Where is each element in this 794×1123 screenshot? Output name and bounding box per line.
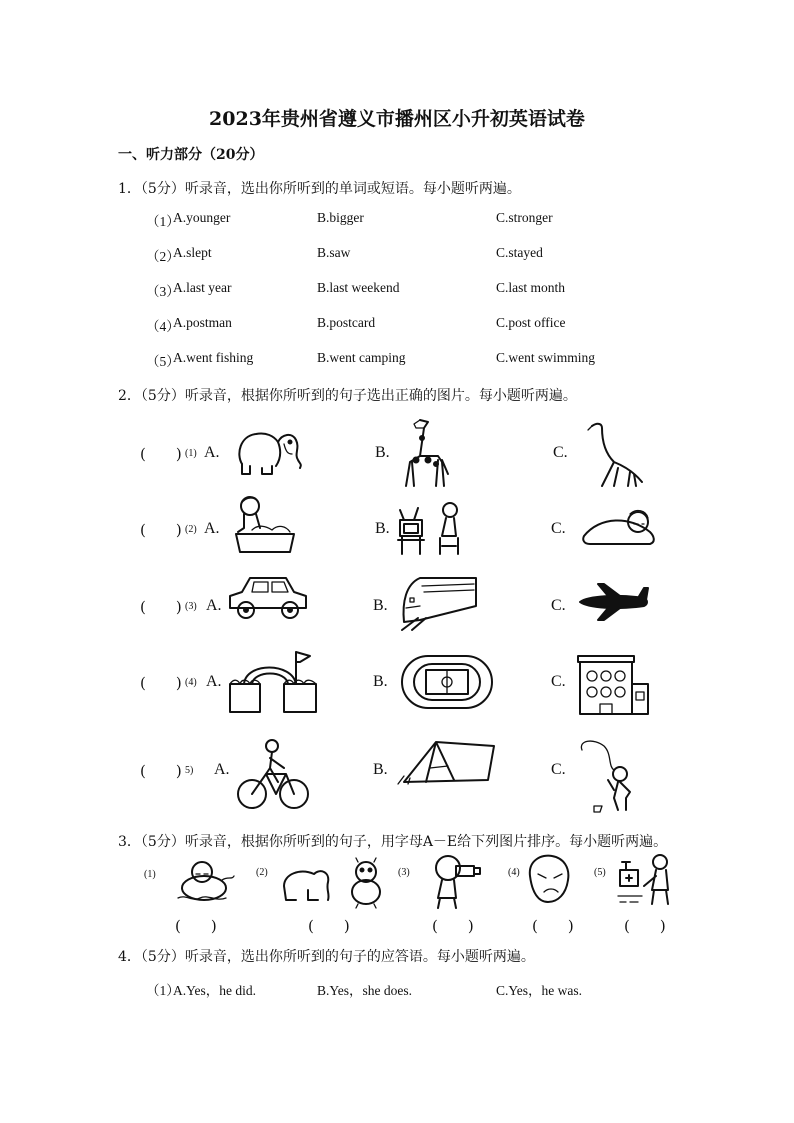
elephant-and-pig-icon[interactable] [280, 856, 388, 910]
q2-label-b: B. [375, 520, 390, 537]
answer-blank[interactable]: ( ) [140, 445, 182, 463]
q1-option-a: A.slept [173, 245, 212, 260]
q1-item-number: （3） [146, 284, 180, 299]
q1-option-b: B.last weekend [317, 280, 400, 295]
q1-option-b: B.postcard [317, 315, 376, 330]
q2-label-a: A. [206, 597, 222, 614]
doctor-icon[interactable] [616, 852, 676, 908]
q3-item-number: (4) [508, 867, 520, 878]
answer-blank[interactable]: ( ) [432, 917, 474, 935]
q1-option-a: A.postman [173, 315, 232, 330]
q1-option-a: A.last year [173, 280, 232, 295]
q2-label-c: C. [553, 444, 568, 461]
q1-option-a: A.went fishing [173, 350, 254, 365]
fishing-icon[interactable] [574, 736, 640, 814]
q1-option-c: C.post office [496, 315, 566, 330]
q1-option-c: C.stayed [496, 245, 543, 260]
q3-item-number: (5) [594, 867, 606, 878]
train-icon[interactable] [400, 572, 480, 632]
q4-option-c: C.Yes，he was. [496, 983, 583, 998]
q1-option-b: B.saw [317, 245, 351, 260]
park-icon[interactable] [226, 644, 320, 716]
tent-icon[interactable] [396, 738, 496, 786]
q2-label-b: B. [373, 597, 388, 614]
photographer-icon[interactable] [426, 852, 482, 910]
answer-blank[interactable]: ( ) [140, 598, 182, 616]
answer-blank[interactable]: ( ) [140, 674, 182, 692]
q1-option-b: B.bigger [317, 210, 364, 225]
cycling-icon[interactable] [236, 738, 310, 812]
q1-option-c: C.went swimming [496, 350, 596, 365]
stadium-icon[interactable] [400, 652, 494, 712]
question-4-stem: 4．（5分）听录音，选出你所听到的句子的应答语。每小题听两遍。 [118, 949, 535, 965]
q2-item-number: (1) [185, 448, 197, 459]
car-icon[interactable] [226, 574, 310, 624]
q1-option-b: B.went camping [317, 350, 406, 365]
q4-option-a: A.Yes，he did. [173, 983, 257, 998]
section-heading-listening: 一、听力部分（20分） [118, 147, 264, 163]
q3-item-number: (2) [256, 867, 268, 878]
question-3-stem: 3．（5分）听录音，根据你所听到的句子，用字母A－E给下列图片排序。每小题听两遍。 [118, 834, 668, 850]
elephant-icon[interactable] [232, 424, 304, 478]
dinosaur-icon[interactable] [584, 418, 646, 488]
library-building-icon[interactable] [576, 648, 652, 716]
answer-blank[interactable]: ( ) [308, 917, 350, 935]
question-1-stem: 1．（5分）听录音，选出你所听到的单词或短语。每小题听两遍。 [118, 181, 521, 197]
q2-label-a: A. [204, 444, 220, 461]
q2-label-c: C. [551, 520, 566, 537]
q2-item-number: (4) [185, 677, 197, 688]
q1-option-c: C.last month [496, 280, 566, 295]
q2-label-a: A. [214, 761, 230, 778]
q2-label-b: B. [375, 444, 390, 461]
answer-blank[interactable]: ( ) [624, 917, 666, 935]
sleeping-icon[interactable] [580, 506, 660, 548]
q2-label-b: B. [373, 761, 388, 778]
q2-label-a: A. [204, 520, 220, 537]
q3-item-number: (1) [144, 869, 156, 880]
q3-item-number: (3) [398, 867, 410, 878]
q2-label-c: C. [551, 597, 566, 614]
q2-label-a: A. [206, 673, 222, 690]
question-2-stem: 2．（5分）听录音，根据你所听到的句子选出正确的图片。每小题听两遍。 [118, 388, 577, 404]
giraffe-icon[interactable] [398, 416, 452, 488]
answer-blank[interactable]: ( ) [175, 917, 217, 935]
watching-tv-icon[interactable] [396, 500, 466, 556]
sick-face-icon[interactable] [524, 852, 574, 906]
q2-item-number: 5) [185, 765, 194, 776]
q2-item-number: (3) [185, 601, 197, 612]
q1-item-number: （5） [146, 354, 180, 369]
q2-item-number: (2) [185, 524, 197, 535]
q1-item-number: （2） [146, 249, 180, 264]
page-title: 2023年贵州省遵义市播州区小升初英语试卷 [209, 108, 585, 130]
answer-blank[interactable]: ( ) [140, 762, 182, 780]
q1-item-number: （4） [146, 319, 180, 334]
q4-option-b: B.Yes，she does. [317, 983, 413, 998]
q1-option-c: C.stronger [496, 210, 553, 225]
answer-blank[interactable]: ( ) [140, 521, 182, 539]
plane-icon[interactable] [578, 582, 650, 622]
q2-label-c: C. [551, 673, 566, 690]
turtle-swimming-icon[interactable] [176, 856, 236, 906]
q1-option-a: A.younger [173, 210, 231, 225]
washing-clothes-icon[interactable] [230, 494, 300, 556]
q2-label-b: B. [373, 673, 388, 690]
q1-item-number: （1） [146, 214, 180, 229]
q2-label-c: C. [551, 761, 566, 778]
answer-blank[interactable]: ( ) [532, 917, 574, 935]
q4-item-number: （1） [146, 983, 180, 998]
